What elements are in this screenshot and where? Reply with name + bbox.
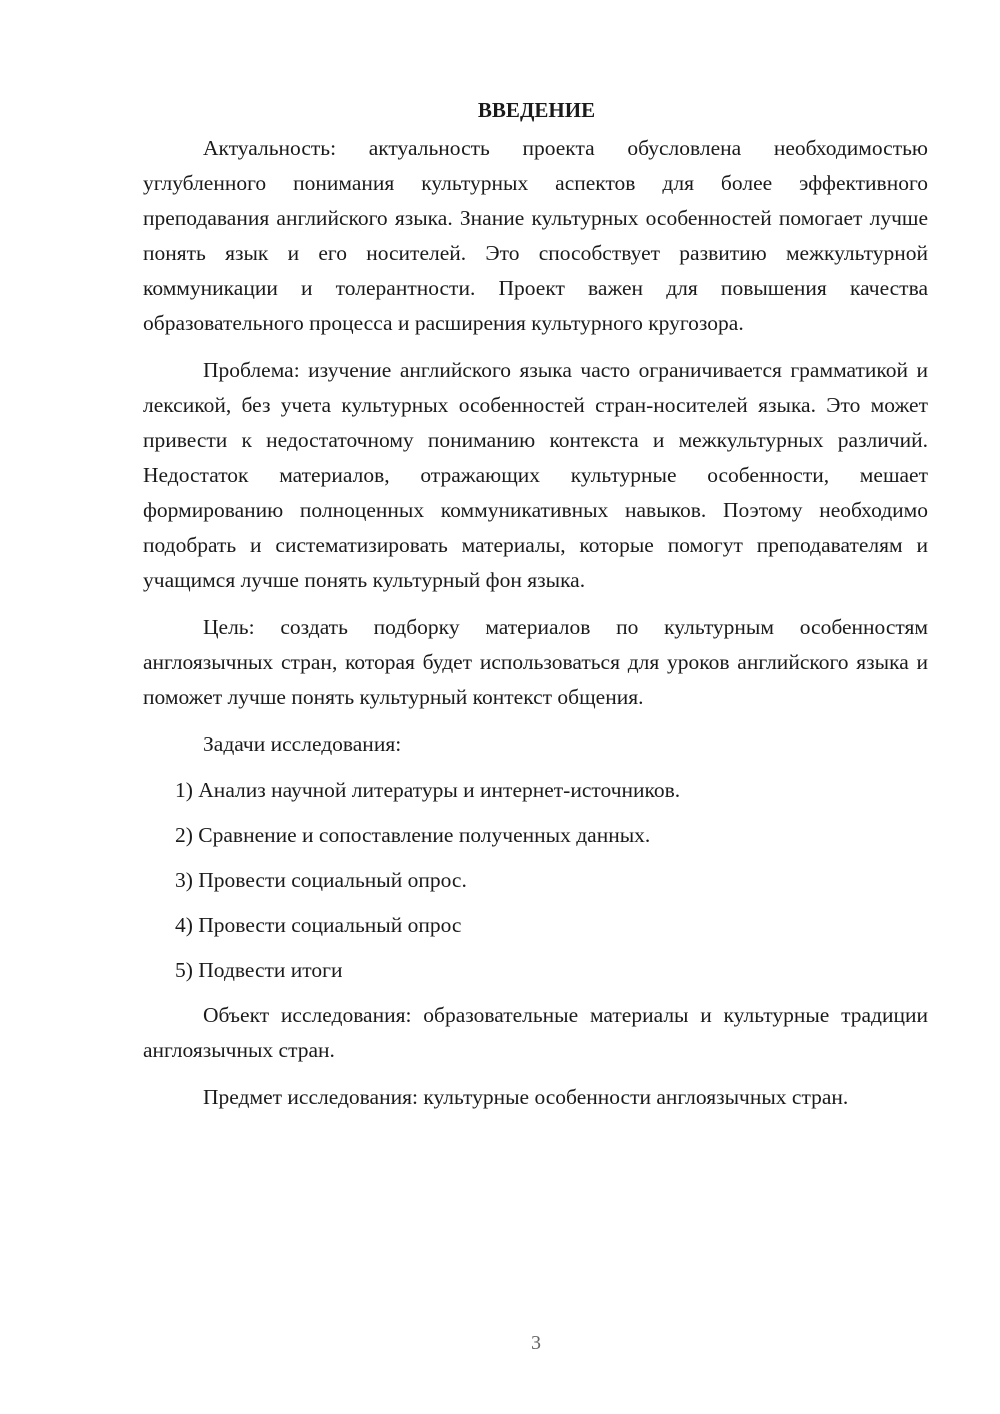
list-item: 5) Подвести итоги bbox=[175, 958, 343, 982]
document-title: ВВЕДЕНИЕ bbox=[477, 98, 596, 122]
problem-paragraph: Проблема: изучение английского языка часто ограничивается грамматикой и лексикой, без учета культурных особенностей стран-носителей языка. Это может привести к недостаточному пониманию контекста и межкультурных различий. Недостаток материалов, отражающих культурные особенности, мешает формированию полноценных коммуникативных навыков. Поэтому необходимо подобрать и систематизировать материалы, которые помогут преподавателям и учащимся лучше понять культурный фон языка. bbox=[143, 358, 928, 592]
document-page bbox=[143, 93, 928, 1127]
subject-paragraph: Предмет исследования: культурные особенности англоязычных стран. bbox=[203, 1085, 849, 1109]
object-paragraph: Объект исследования: образовательные материалы и культурные традиции англоязычных стран. bbox=[143, 1003, 928, 1062]
page-number: 3 bbox=[531, 1332, 541, 1354]
list-item: 2) Сравнение и сопоставление полученных данных. bbox=[175, 823, 651, 847]
relevance-paragraph: Актуальность: актуальность проекта обусловлена необходимостью углубленного понимания культурных аспектов для более эффективного преподавания английского языка. Знание культурных особенностей помогает лучше понять язык и его носителей. Это способствует развитию межкультурной коммуникации и толерантности. Проект важен для повышения качества образовательного процесса и расширения культурного кругозора. bbox=[143, 136, 928, 335]
tasks-heading: Задачи исследования: bbox=[203, 732, 402, 756]
list-item: 4) Провести социальный опрос bbox=[175, 913, 462, 937]
goal-paragraph: Цель: создать подборку материалов по культурным особенностям англоязычных стран, которая будет использоваться для уроков английского языка и поможет лучше понять культурный контекст общения. bbox=[143, 615, 928, 709]
tasks-list bbox=[143, 773, 928, 988]
list-item: 1) Анализ научной литературы и интернет-источников. bbox=[175, 778, 681, 802]
list-item: 3) Провести социальный опрос. bbox=[175, 868, 467, 892]
